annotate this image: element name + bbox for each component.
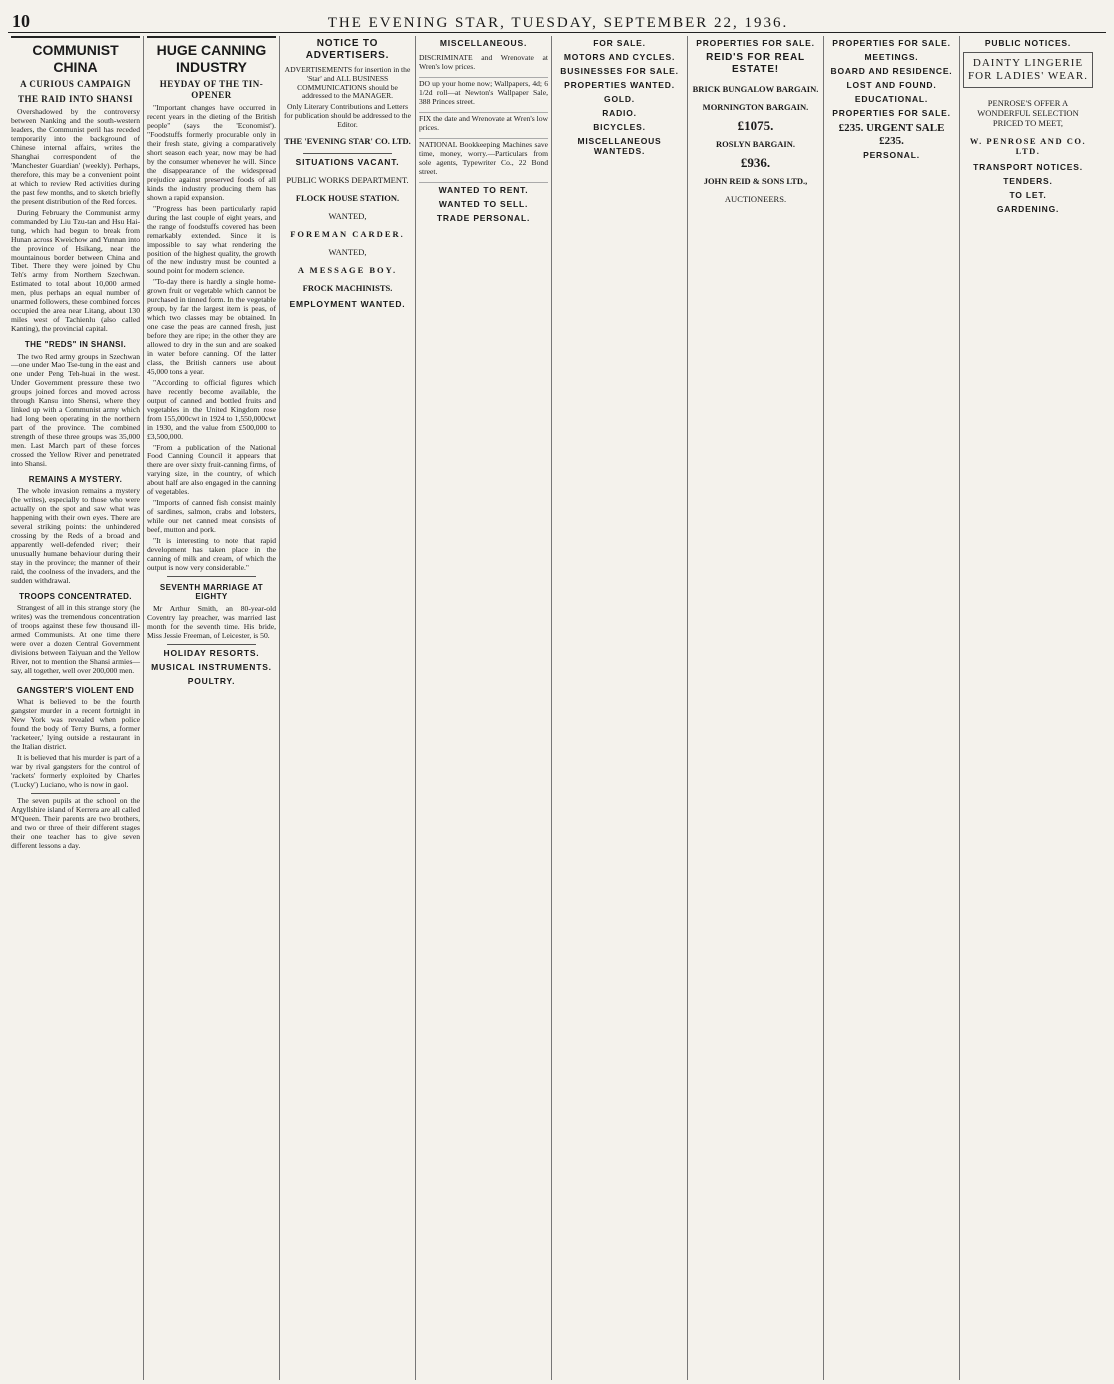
roslyn-price: £936. (740, 154, 771, 170)
classified-ad: DISCRIMINATE and Wrenovate at Wren's low prices. (419, 52, 548, 78)
masthead (8, 6, 1106, 33)
article-paragraph: The seven pupils at the school on the Argyllshire island of Kerrera are all called M'Queen. Their parents are two brothers, and two or three of their different stages their one teacher has to give seven different lessons a day. (11, 795, 140, 850)
wanted-label: WANTED, (328, 211, 367, 222)
heading-marriage: SEVENTH MARRIAGE AT EIGHTY (159, 582, 264, 602)
article-paragraph: The two Red army groups in Szechwan—one under Mao Tse-tung in the east and one under Peng Teh-huai in the west. Under Government pressure these two groups joined forces and moved across through Kansu into Shensi, where they linked up with a Communist army which had long been operating in the northern part of the province. The combined strength of these three groups was 35,000 men. Last March part of these forces crossed the Yellow River and penetrated into Shansi. (11, 351, 140, 468)
penrose-offer: PENROSE'S OFFER A WONDERFUL SELECTION PRICED TO MEET, (977, 97, 1079, 128)
section-musical-instruments: MUSICAL INSTRUMENTS. (151, 661, 272, 672)
heading-reds-shansi: THE "REDS" IN SHANSI. (24, 340, 127, 350)
notice-text: Only Literary Contributions and Letters for publication should be addressed to the Editor. (284, 102, 411, 130)
article-paragraph: It is believed that his murder is part of a war by rival gangsters for the control of 'rackets' formerly exploited by Charles ('Lucky') Luciano, who is now in gaol. (11, 753, 140, 789)
company-name: THE 'EVENING STAR' CO. LTD. (284, 136, 411, 147)
divider (303, 153, 392, 154)
section-public-notices: PUBLIC NOTICES. (984, 38, 1072, 48)
section-employment-wanted: EMPLOYMENT WANTED. (289, 299, 406, 310)
heading-gangster: GANGSTER'S VIOLENT END (16, 685, 135, 695)
section-for-sale: FOR SALE. (593, 38, 646, 48)
article-paragraph: "It is interesting to note that rapid development has taken place in the canning of milk and cream, of which the output is now very considerable." (147, 536, 276, 572)
frock-machinists-ad: FROCK MACHINISTS. (302, 283, 393, 294)
dainty-lingerie-banner: DAINTY LINGERIE FOR LADIES' WEAR. (963, 52, 1093, 88)
mornington-price: £1075. (737, 117, 774, 133)
classified-ad: DO up your home now; Wallpapers, 4d; 6 1/2d roll—at Newton's Wallpaper Sale, 388 Princes street. (419, 78, 548, 113)
mornington-ad: MORNINGTON BARGAIN. (702, 101, 809, 112)
section-businesses-for-sale: BUSINESSES FOR SALE. (560, 66, 679, 77)
article-paragraph: "According to official figures which have recently become available, the output of canned and bottled fruits and vegetables in the United Kingdom rose from 155,000cwt in 1924 to 1,550,000cwt in 1930, and the value from £500,000 to £3,500,000. (147, 377, 276, 441)
heading-mystery: REMAINS A MYSTERY. (28, 474, 123, 484)
section-poultry: POULTRY. (187, 675, 236, 686)
column-1 (8, 36, 144, 1380)
divider (31, 679, 120, 680)
masthead-title: THE EVENING STAR, TUESDAY, SEPTEMBER 22, 1936. (327, 15, 789, 31)
section-motors-cycles: MOTORS AND CYCLES. (563, 52, 676, 63)
section-wanted-to-rent: WANTED TO RENT. (438, 184, 529, 195)
article-paragraph: What is believed to be the fourth gangster murder in a recent fortnight in New York was revealed when police found the body of Terry Burns, a former 'racketeer,' lying outside a restaurant in the Italian district. (11, 697, 140, 752)
section-properties-for-sale: PROPERTIES FOR SALE. (696, 38, 815, 48)
section-holiday-resorts: HOLIDAY RESORTS. (163, 647, 260, 658)
brick-bungalow-ad: BRICK BUNGALOW BARGAIN. (692, 83, 819, 94)
section-educational: EDUCATIONAL. (854, 94, 929, 105)
section-gardening: GARDENING. (996, 204, 1060, 215)
section-gold: GOLD. (604, 94, 635, 105)
section-meetings: MEETINGS. (864, 52, 919, 63)
subhead-curious-campaign: A CURIOUS CAMPAIGN (20, 79, 131, 90)
page-number: 10 (12, 11, 30, 31)
flock-house-notice: FLOCK HOUSE STATION. (295, 193, 400, 204)
penrose-company: W. PENROSE AND CO. LTD. (969, 136, 1087, 157)
notice-text: ADVERTISEMENTS for insertion in the 'Star' and ALL BUSINESS COMMUNICATIONS should be addressed to the MANAGER. (284, 64, 411, 101)
urgent-sale: £235. URGENT SALE £235. (838, 122, 945, 148)
classified-ad: NATIONAL Bookkeeping Machines save time, money, worry.—Particulars from sole agents, Typewriter Co., 22 Bond street. (419, 139, 548, 183)
article-paragraph: "Important changes have occurred in recent years in the dieting of the British people" (says the 'Economist'). "Foodstuffs formerly procurable only in their fresh state, giving a comparatively short season each year, now may be had by the consumer whenever he will. Since the disappearance of the widespread prejudice against preserved foods of all kinds the industry producing them has shown a rapid expansion. (147, 103, 276, 202)
section-tenders: TENDERS. (1003, 176, 1053, 187)
classified-ad: FIX the date and Wrenovate at Wren's low prices. (419, 113, 548, 139)
section-situations-vacant: SITUATIONS VACANT. (295, 157, 400, 168)
column-3 (280, 36, 416, 1380)
article-paragraph: During February the Communist army commanded by Liu Tzu-tan and Hsu Hai-tung, which had begun to break from Hunan across Kweichow and Yunnan into the province of Hsikang, near the mountainous border between China and Tibet. There they were joined by Chu Teh's army from Northern Szechwan. Estimated to total about 10,000 armed men, plus perhaps an equal number of unarmed followers, these combined forces occupied the area near Litang, about 130 miles west of Tachienlu (also called Kanting), the provincial capital. (11, 207, 140, 334)
article-paragraph: Strangest of all in this strange story (he writes) was the tremendous concentration of troops against these few thousand ill-armed Communists. At one time there were over a dozen Central Government divisions between Taiyuan and the Yellow River, not to mention the Shansi armies—say, all together, well over 200,000 men. (11, 603, 140, 675)
column-5 (552, 36, 688, 1380)
columns (8, 36, 1106, 1380)
public-works-notice: PUBLIC WORKS DEPARTMENT. (286, 175, 409, 186)
divider (167, 576, 256, 577)
section-radio: RADIO. (602, 108, 637, 119)
section-miscellaneous: MISCELLANEOUS. (439, 38, 528, 48)
article-paragraph: Mr Arthur Smith, an 80-year-old Coventry lay preacher, was married last month for the seventh time. His bride, Miss Jessie Freeman, of Leicester, is 50. (147, 603, 276, 640)
headline-communist-china: COMMUNIST CHINA (11, 36, 140, 75)
column-2 (144, 36, 280, 1380)
message-boy-ad: A MESSAGE BOY. (297, 265, 398, 276)
divider (31, 793, 120, 794)
divider (167, 644, 256, 645)
column-7 (824, 36, 960, 1380)
article-paragraph: Overshadowed by the controversy between Nanking and the south-western leaders, the Communist peril has receded temporarily into the background of Chinese internal affairs, writes the Shanghai correspondent of the 'Manchester Guardian' (weekly). Perhaps, therefore, this may be a convenient point at which to review Red activities during the past few months, and to sketch briefly the present distribution of the Red forces. (11, 107, 140, 206)
subhead-raid-shansi: THE RAID INTO SHANSI (17, 93, 134, 104)
section-properties-for-sale: PROPERTIES FOR SALE. (832, 38, 951, 48)
headline-canning: HUGE CANNING INDUSTRY (147, 36, 276, 75)
article-paragraph: "From a publication of the National Food Canning Council it appears that there are over sixty fruit-canning firms, of varying size, in the country, of which about half are also engaged in the canning of vegetables. (147, 442, 276, 497)
article-paragraph: "Imports of canned fish consist mainly of sardines, salmon, crabs and lobsters, while our net canned meat consists of beef, mutton and pork. (147, 498, 276, 535)
article-paragraph: "Progress has been particularly rapid during the last couple of eight years, and the range of foodstuffs covered has been remarkably extended. Since it is impossible to say what rendering the position of the highest quality, the growth of the new industry must be counted a sound point for modern science. (147, 203, 276, 276)
section-transport-notices: TRANSPORT NOTICES. (973, 162, 1083, 173)
section-properties-for-sale-2: PROPERTIES FOR SALE. (832, 108, 951, 119)
foreman-carder-ad: FOREMAN CARDER. (290, 229, 405, 240)
heading-troops: TROOPS CONCENTRATED. (19, 591, 132, 601)
column-4 (416, 36, 552, 1380)
section-personal: PERSONAL. (863, 150, 920, 161)
section-board-residence: BOARD AND RESIDENCE. (830, 66, 953, 77)
column-6 (688, 36, 824, 1380)
section-misc-wanted: MISCELLANEOUS WANTEDS. (577, 136, 662, 157)
reids-real-estate-heading: REID'S FOR REAL ESTATE! (706, 52, 805, 75)
roslyn-ad: ROSLYN BARGAIN. (715, 138, 796, 149)
subhead-tin-opener: HEYDAY OF THE TIN-OPENER (159, 79, 264, 100)
wanted-label: WANTED, (328, 247, 367, 258)
section-bicycles: BICYCLES. (593, 122, 646, 133)
column-8 (960, 36, 1096, 1380)
section-to-let: TO LET. (1009, 190, 1047, 201)
agents-name: JOHN REID & SONS LTD., (703, 176, 808, 187)
heading-notice-advertisers: NOTICE TO ADVERTISERS. (305, 38, 390, 61)
agents-sub: AUCTIONEERS. (724, 194, 787, 205)
section-wanted-to-sell: WANTED TO SELL. (438, 198, 529, 209)
section-trade-personal: TRADE PERSONAL. (436, 212, 531, 223)
article-paragraph: The whole invasion remains a mystery (he writes), especially to those who were actually on the spot and saw what was happening with their own eyes. There are several striking points: the unhindered crossing by the Reds of a broad and apparently well-defended river; their unusually humane behaviour during their stay in the province; the manner of their raid, the coolness of the invaders, and the sudden withdrawal. (11, 486, 140, 585)
section-properties-wanted: PROPERTIES WANTED. (564, 80, 675, 91)
article-paragraph: "To-day there is hardly a single home-grown fruit or vegetable which cannot be purchased in tinned form. In the vegetable group, by far the largest item is peas, of which two classes may be obtained. In one case the peas are canned fresh, just before they are ripe; in the other they are allowed to dry in the sun and are soaked in water before canning. Of the latter class, the British canners use about 45,000 tons a year. (147, 277, 276, 376)
section-lost-found: LOST AND FOUND. (846, 80, 937, 91)
